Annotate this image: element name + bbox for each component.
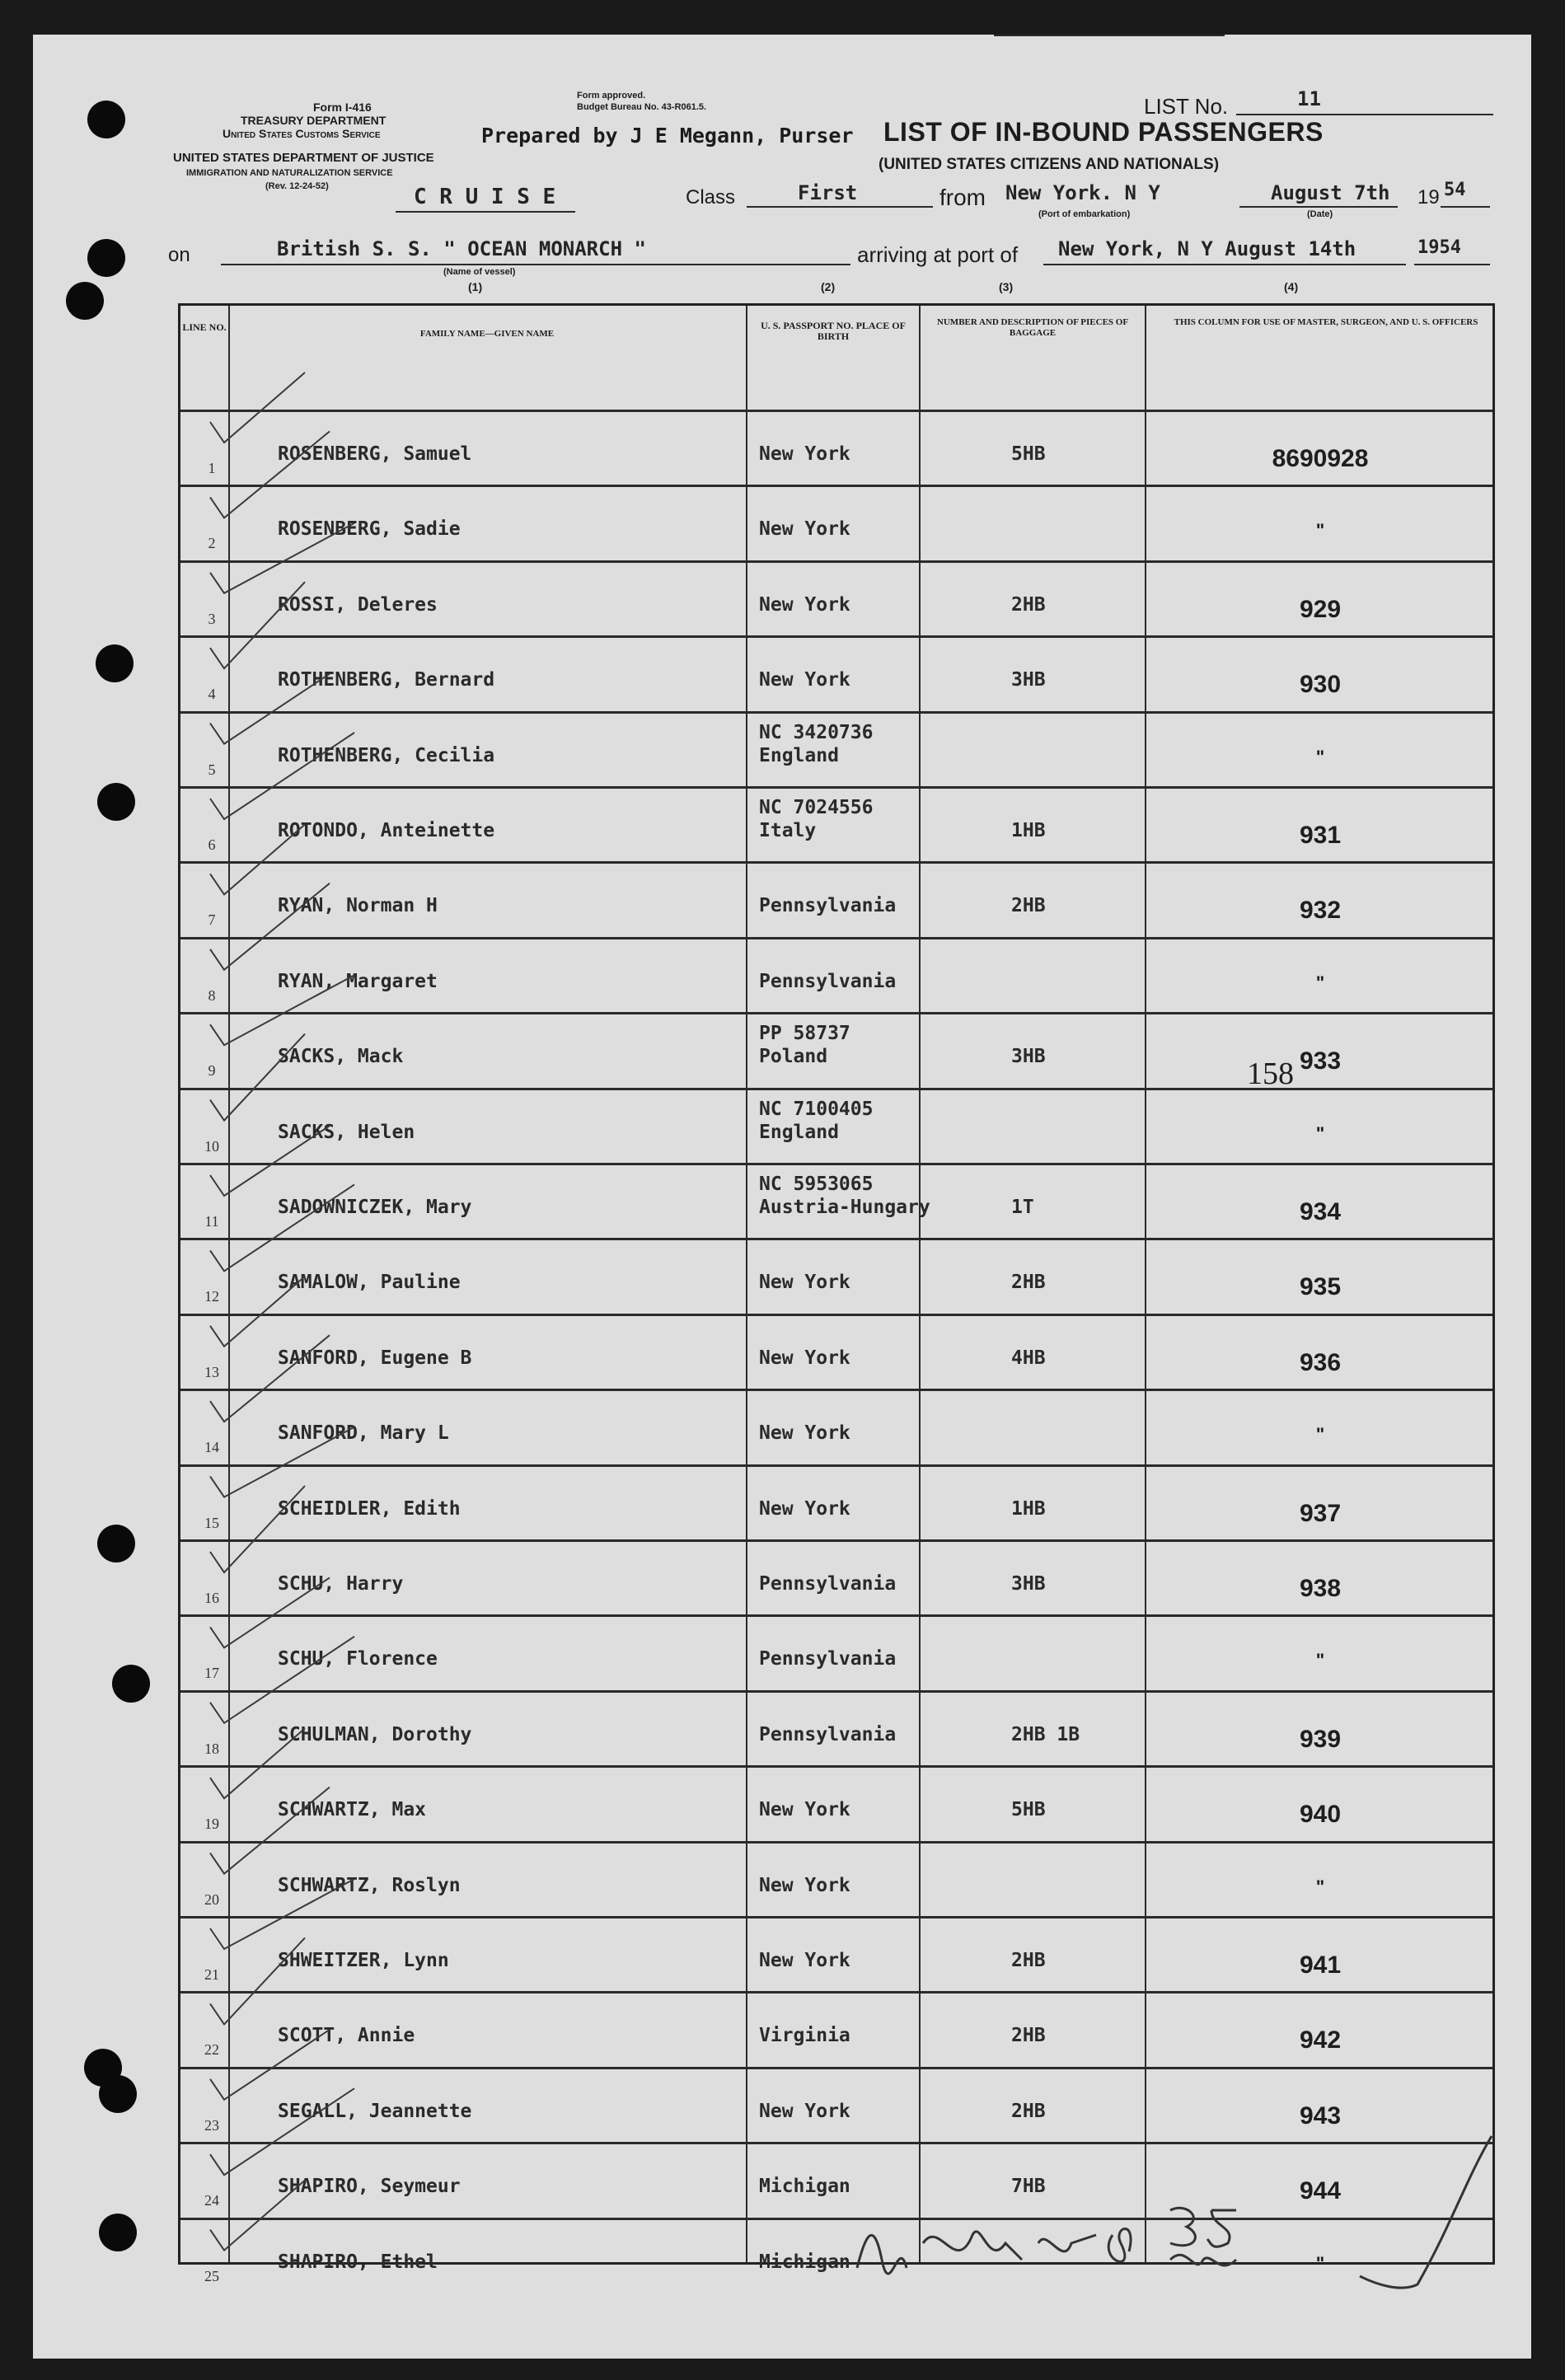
baggage: 2HB — [1011, 2025, 1046, 2047]
place-of-birth: New York — [759, 669, 850, 691]
check-mark — [210, 1034, 305, 1121]
passenger-name: ROSSI, Deleres — [278, 593, 438, 616]
check-mark — [210, 2088, 354, 2175]
year-underline — [1441, 206, 1490, 208]
baggage: 3HB — [1011, 1046, 1046, 1068]
baggage: 4HB — [1011, 1347, 1046, 1369]
place-of-birth: New York — [759, 518, 850, 541]
tick-marks — [173, 315, 519, 2260]
official-number: 942 — [1299, 2026, 1342, 2054]
closing-tick — [1352, 2128, 1500, 2309]
line-number: 6 — [208, 836, 216, 853]
check-mark — [210, 431, 330, 518]
passenger-name: SANFORD, Mary L — [278, 1422, 449, 1445]
line-number: 17 — [204, 1665, 219, 1682]
baggage: 5HB — [1011, 1799, 1046, 1821]
arrival-year: 1954 — [1417, 237, 1461, 258]
list-no-label: LIST No. — [1144, 94, 1229, 119]
official-number: 940 — [1299, 1801, 1342, 1829]
check-mark — [210, 372, 305, 443]
line-number: 3 — [208, 610, 216, 627]
passenger-name: SACKS, Mack — [278, 1046, 404, 1068]
vessel-underline — [221, 264, 850, 265]
place-of-birth: Austria-Hungary — [759, 1197, 930, 1218]
passenger-name: RYAN, Margaret — [278, 970, 438, 992]
place-of-birth: New York — [759, 443, 850, 465]
passenger-name: SHAPIRO, Ethel — [278, 2251, 438, 2273]
col-num-4: (4) — [1284, 280, 1299, 293]
official-number: 943 — [1299, 2101, 1342, 2129]
passport-number: NC 5953065 — [759, 1174, 874, 1195]
passenger-name: ROTHENBERG, Bernard — [278, 669, 495, 691]
arrival-port-date: New York, N Y August 14th — [1058, 237, 1356, 260]
official-number: 934 — [1299, 1198, 1342, 1225]
passenger-name: SCHU, Florence — [278, 1648, 438, 1670]
from-label: from — [939, 185, 986, 210]
place-of-birth: Michigan — [759, 2176, 850, 2198]
line-number: 7 — [208, 911, 216, 929]
check-mark — [210, 1637, 354, 1723]
place-of-birth: England — [759, 1121, 839, 1143]
official-number: 929 — [1299, 595, 1342, 623]
col-num-3: (3) — [999, 280, 1014, 293]
col-header-passport: U. S. PASSPORT NO. PLACE OF BIRTH — [761, 320, 906, 342]
port-caption: (Port of embarkation) — [1038, 209, 1131, 219]
line-number: 4 — [208, 686, 216, 703]
baggage: 3HB — [1011, 669, 1046, 691]
place-of-birth: New York — [759, 1874, 850, 1896]
line-number: 15 — [204, 1514, 219, 1531]
baggage: 5HB — [1011, 443, 1046, 465]
punch-hole — [97, 1525, 135, 1562]
treasury-dept: TREASURY DEPARTMENT — [241, 114, 387, 127]
col-num-2: (2) — [821, 280, 836, 293]
passenger-name: SCHWARTZ, Max — [278, 1799, 427, 1821]
line-number: 12 — [204, 1288, 219, 1305]
col-header-officers: THIS COLUMN FOR USE OF MASTER, SURGEON, AND U. S. OFFICERS — [1174, 317, 1478, 327]
class-underline — [747, 206, 933, 208]
col-header-name: FAMILY NAME—GIVEN NAME — [419, 329, 555, 339]
passport-number: NC 3420736 — [759, 721, 874, 743]
official-number: " — [1315, 1876, 1325, 1897]
passenger-name: ROTHENBERG, Cecilia — [278, 744, 495, 766]
line-number: 9 — [208, 1062, 216, 1080]
official-number: 939 — [1299, 1725, 1342, 1753]
passenger-name: SCHU, Harry — [278, 1573, 404, 1595]
line-number: 2 — [208, 535, 216, 552]
baggage: 2HB — [1011, 1950, 1046, 1971]
place-of-birth: Virginia — [759, 2025, 850, 2047]
place-of-birth: New York — [759, 1497, 850, 1520]
official-number: 937 — [1299, 1499, 1342, 1527]
arriving-label: arriving at port of — [857, 242, 1019, 267]
place-of-birth: Italy — [759, 820, 817, 841]
official-number: " — [1315, 746, 1325, 767]
baggage: 2HB — [1011, 2100, 1046, 2122]
official-number: 938 — [1299, 1575, 1342, 1602]
passenger-name: SHAPIRO, Seymeur — [278, 2176, 461, 2198]
place-of-birth: Pennsylvania — [759, 970, 897, 992]
check-mark — [210, 523, 354, 593]
passenger-name: RYAN, Norman H — [278, 895, 438, 917]
check-mark — [210, 582, 305, 668]
class-label: Class — [686, 186, 736, 208]
official-number: 931 — [1299, 822, 1342, 849]
punch-hole — [99, 2214, 137, 2251]
passenger-name: SADOWNICZEK, Mary — [278, 1197, 472, 1218]
check-mark — [210, 1184, 354, 1271]
list-no-underline — [1236, 114, 1493, 115]
line-number: 21 — [204, 1966, 219, 1983]
baggage: 2HB — [1011, 895, 1046, 917]
official-number: 933 — [1299, 1047, 1342, 1075]
document-subtitle: (UNITED STATES CITIZENS AND NATIONALS) — [879, 156, 1220, 173]
check-mark — [210, 1728, 305, 1798]
check-mark — [210, 824, 305, 894]
place-of-birth: Pennsylvania — [759, 1723, 897, 1745]
passenger-name: SACKS, Helen — [278, 1121, 415, 1143]
check-mark — [210, 733, 354, 819]
col-header-baggage: NUMBER AND DESCRIPTION OF PIECES OF BAGGAGE — [936, 317, 1129, 338]
baggage: 1HB — [1011, 1497, 1046, 1520]
baggage: 1HB — [1011, 820, 1046, 841]
line-number: 8 — [208, 986, 216, 1004]
cruise-label: C R U I S E — [414, 185, 556, 209]
vessel-caption: (Name of vessel) — [443, 267, 516, 277]
check-mark — [210, 1787, 330, 1874]
list-no-value: 11 — [1297, 87, 1321, 110]
port-of-embarkation: New York. N Y — [1005, 181, 1160, 204]
place-of-birth: Pennsylvania — [759, 1648, 897, 1670]
budget-bureau: Budget Bureau No. 43-R061.5. — [577, 102, 707, 112]
check-mark — [210, 1577, 330, 1647]
passenger-name: SCHWARTZ, Roslyn — [278, 1874, 461, 1896]
form-approved: Form approved. — [577, 91, 646, 101]
line-number: 19 — [204, 1815, 219, 1833]
passenger-name: ROSENBERG, Samuel — [278, 443, 472, 465]
line-number: 20 — [204, 1890, 219, 1908]
baggage: 2HB — [1011, 1272, 1046, 1294]
official-number: " — [1315, 520, 1325, 541]
passport-number: NC 7100405 — [759, 1098, 874, 1120]
port-underline — [994, 35, 1225, 36]
passenger-name: SCHULMAN, Dorothy — [278, 1723, 472, 1745]
punch-hole — [87, 239, 125, 277]
official-number: 944 — [1299, 2177, 1342, 2205]
line-number: 16 — [204, 1590, 219, 1606]
check-mark — [210, 2181, 305, 2251]
vessel-name: British S. S. " OCEAN MONARCH " — [277, 237, 646, 260]
official-number: " — [1315, 1122, 1325, 1144]
year-suffix: 54 — [1444, 180, 1466, 200]
line-number: 5 — [208, 761, 216, 778]
place-of-birth: England — [759, 744, 839, 766]
official-number: " — [1315, 1650, 1325, 1671]
check-mark — [210, 1335, 330, 1422]
place-of-birth: New York — [759, 1799, 850, 1821]
passenger-name: SEGALL, Jeannette — [278, 2100, 472, 2122]
class-value: First — [798, 181, 858, 204]
official-number: 932 — [1299, 897, 1342, 925]
check-mark — [210, 1937, 305, 2024]
punch-hole — [99, 2075, 137, 2113]
baggage: 3HB — [1011, 1573, 1046, 1595]
embarkation-date: August 7th — [1271, 181, 1390, 204]
year-prefix: 19 — [1417, 186, 1440, 208]
col-num-1: (1) — [468, 280, 483, 293]
passport-number: PP 58737 — [759, 1023, 850, 1045]
line-number: 23 — [204, 2116, 219, 2134]
line-number: 18 — [204, 1740, 219, 1757]
handwritten-signature — [824, 2186, 1286, 2293]
passenger-name: SCOTT, Annie — [278, 2025, 415, 2047]
check-mark — [210, 1486, 305, 1572]
punch-hole — [97, 783, 135, 821]
official-number: 930 — [1299, 671, 1342, 699]
passport-number: NC 7024556 — [759, 797, 874, 818]
handwritten-note: 158 — [1247, 1056, 1294, 1092]
customs-service: United States Customs Service — [223, 127, 381, 140]
line-number: 10 — [204, 1137, 219, 1155]
punch-hole — [87, 101, 125, 138]
justice-dept: UNITED STATES DEPARTMENT OF JUSTICE — [173, 151, 434, 165]
check-mark — [210, 975, 354, 1045]
check-mark — [210, 883, 330, 970]
date-underline — [1239, 206, 1398, 208]
place-of-birth: New York — [759, 1347, 850, 1369]
passenger-name: SANFORD, Eugene B — [278, 1347, 472, 1369]
on-label: on — [168, 244, 190, 266]
place-of-birth: Poland — [759, 1046, 828, 1068]
official-number: " — [1315, 972, 1325, 993]
place-of-birth: New York — [759, 1422, 850, 1445]
document-title: LIST OF IN-BOUND PASSENGERS — [883, 117, 1324, 147]
line-number: 13 — [204, 1363, 219, 1380]
baggage: 1T — [1011, 1197, 1034, 1218]
line-number: 24 — [204, 2192, 219, 2209]
check-mark — [210, 1126, 330, 1196]
line-number: 1 — [208, 460, 216, 476]
form-number: Form I-416 — [313, 101, 372, 114]
baggage: 2HB 1B — [1011, 1723, 1080, 1745]
official-number: 8690928 — [1272, 445, 1369, 472]
check-mark — [210, 1879, 354, 1949]
place-of-birth: Pennsylvania — [759, 1573, 897, 1595]
official-number: 936 — [1299, 1348, 1342, 1376]
place-of-birth: Michigan — [759, 2251, 850, 2273]
check-mark — [210, 1277, 305, 1347]
passenger-name: SCHEIDLER, Edith — [278, 1497, 461, 1520]
line-number: 14 — [204, 1439, 219, 1456]
place-of-birth: New York — [759, 1272, 850, 1294]
check-mark — [210, 674, 330, 744]
punch-hole — [96, 644, 134, 682]
place-of-birth: Pennsylvania — [759, 895, 897, 917]
official-number: 941 — [1299, 1951, 1342, 1979]
col-header-line: LINE NO. — [182, 321, 227, 333]
date-caption: (Date) — [1307, 209, 1333, 219]
punch-hole — [66, 282, 104, 320]
arrival-year-underline — [1414, 264, 1490, 265]
check-mark — [210, 1427, 354, 1497]
line-number: 25 — [204, 2267, 219, 2284]
punch-hole — [112, 1665, 150, 1703]
official-number: " — [1315, 1424, 1325, 1445]
cruise-underline — [396, 211, 575, 213]
passenger-name: ROSENBERG, Sadie — [278, 518, 461, 541]
place-of-birth: New York — [759, 2100, 850, 2122]
official-number: 935 — [1299, 1273, 1342, 1301]
check-mark — [210, 2030, 330, 2100]
baggage: 2HB — [1011, 593, 1046, 616]
place-of-birth: New York — [759, 593, 850, 616]
manifest-sheet — [33, 35, 1531, 2359]
arrival-underline — [1043, 264, 1406, 265]
line-number: 11 — [204, 1213, 219, 1230]
ins-service: IMMIGRATION AND NATURALIZATION SERVICE — [186, 168, 393, 178]
official-number: " — [1315, 2252, 1325, 2274]
line-number: 22 — [204, 2041, 219, 2059]
revision: (Rev. 12-24-52) — [265, 181, 329, 191]
place-of-birth: New York — [759, 1950, 850, 1971]
baggage: 7HB — [1011, 2176, 1046, 2198]
passenger-name: SAMALOW, Pauline — [278, 1272, 461, 1294]
passenger-name: ROTONDO, Anteinette — [278, 820, 495, 841]
prepared-by: Prepared by J E Megann, Purser — [481, 124, 854, 148]
passenger-name: SHWEITZER, Lynn — [278, 1950, 449, 1971]
